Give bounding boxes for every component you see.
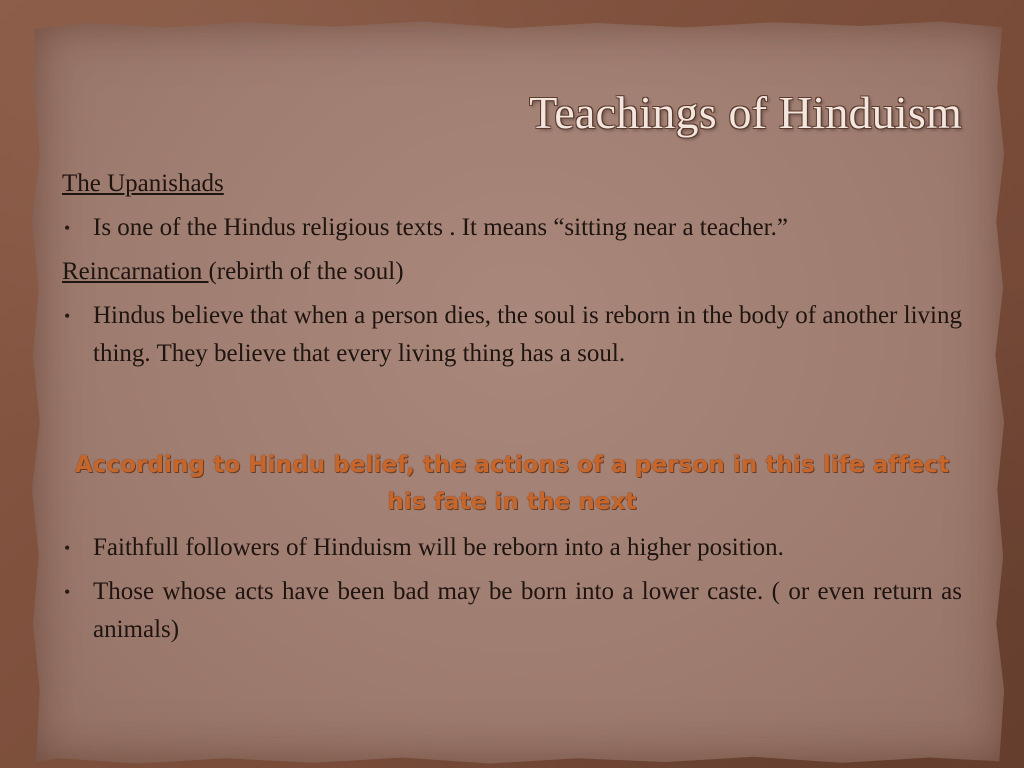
- emphasis-statement: According to Hindu belief, the actions of a person in this life affect his fate in the next: [74, 452, 950, 515]
- list-item: [62, 209, 962, 247]
- bullet-text: Is one of the Hindus religious texts . It means “sitting near a teacher.”: [93, 214, 788, 241]
- bullet-icon: •: [64, 538, 71, 558]
- bullet-icon: •: [64, 582, 71, 602]
- section-heading-upanishads-underlined: The Upanishads: [62, 170, 224, 197]
- section-heading-reincarnation-rest: (rebirth of the soul): [208, 258, 404, 285]
- section-heading-reincarnation: [62, 253, 962, 291]
- bullet-text: Faithfull followers of Hinduism will be reborn into a higher position.: [93, 534, 784, 561]
- bullet-list-final: [62, 529, 962, 649]
- list-item: [62, 573, 962, 649]
- bullet-text: Hindus believe that when a person dies, the soul is reborn in the body of another living thing. They believe that every living thing has a soul.: [93, 302, 962, 367]
- list-item: [62, 529, 962, 567]
- bullet-icon: •: [64, 218, 71, 238]
- list-item: [62, 297, 962, 373]
- slide-title: Teachings of Hinduism: [529, 87, 962, 138]
- section-heading-upanishads: [62, 165, 962, 203]
- bullet-list-reincarnation: [62, 297, 962, 373]
- bullet-list-upanishads: [62, 209, 962, 247]
- slide-body: [62, 165, 962, 655]
- bullet-text: Those whose acts have been bad may be born into a lower caste. ( or even return as animals): [93, 578, 962, 643]
- spacer: [62, 379, 962, 427]
- bullet-icon: •: [64, 306, 71, 326]
- section-heading-reincarnation-underlined: Reincarnation: [62, 258, 209, 285]
